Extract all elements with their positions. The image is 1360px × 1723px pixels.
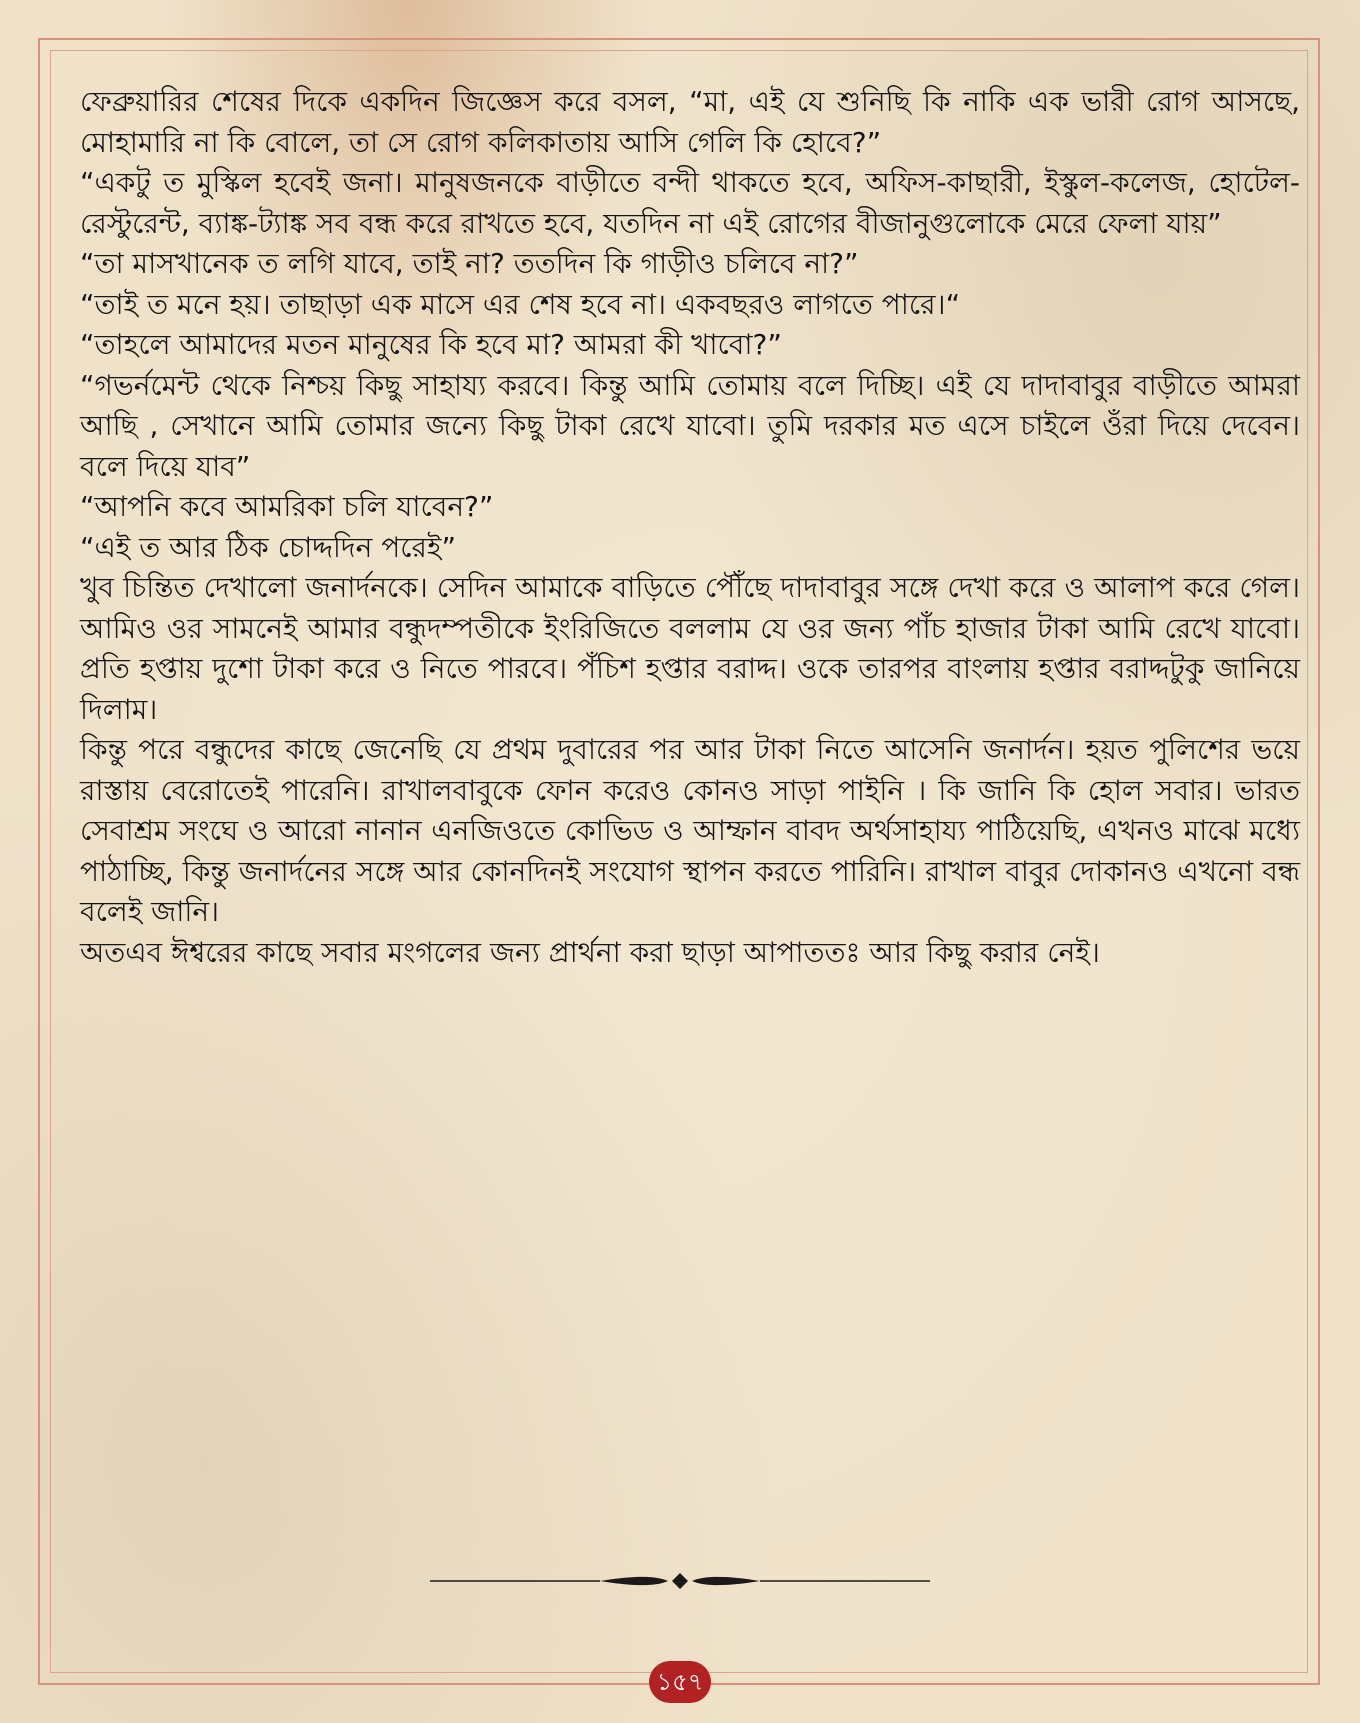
paragraph: অতএব ঈশ্বরের কাছে সবার মংগলের জন্য প্রার্থনা করা ছাড়া আপাততঃ আর কিছু করার নেই। xyxy=(80,935,1100,969)
paragraph: কিন্তু পরে বন্ধুদের কাছে জেনেছি যে প্রথম দুবারের পর আর টাকা নিতে আসেনি জনার্দন। হয়ত পুলিশের ভয়ে রাস্তায় বেরোতেই পারেনি। রাখালবাবুকে ফোন করেও কোনও সাড়া পাইনি । কি জানি কি হোল সবার। ভারত সেবাশ্রম সংঘে ও আরো নানান এনজিওতে কোভিড ও আম্ফান বাবদ অর্থসাহায্য পাঠিয়েছি, এখনও মাঝে মধ্যে পাঠাচ্ছি, কিন্তু জনার্দনের সঙ্গে আর কোনদিনই সংযোগ স্থাপন করতে পারিনি। রাখাল বাবুর দোকানও এখনো বন্ধ বলেই জানি। xyxy=(80,733,1300,928)
page-number: ১৫৭ xyxy=(649,1661,711,1703)
paragraph: “তাই ত মনে হয়। তাছাড়া এক মাসে এর শেষ হবে না। একবছরও লাগতে পারে।“ xyxy=(80,287,961,321)
paragraph: “তা মাসখানেক ত লগি যাবে, তাই না? ততদিন কি গাড়ীও চলিবে না?” xyxy=(80,247,859,280)
paragraph: “আপনি কবে আমরিকা চলি যাবেন?” xyxy=(80,490,494,523)
paragraph: “গভর্নমেন্ট থেকে নিশ্চয় কিছু সাহায্য করবে। কিন্তু আমি তোমায় বলে দিচ্ছি। এই যে দাদাবাবুর বাড়ীতে আমরা আছি , সেখানে আমি তোমার জন্যে কিছু টাকা রেখে যাবো। তুমি দরকার মত এসে চাইলে ওঁরা দিয়ে দেবেন। বলে দিয়ে যাব” xyxy=(80,368,1300,483)
body-text xyxy=(80,82,1300,973)
paragraph: “একটু ত মুস্কিল হবেই জনা। মানুষজনকে বাড়ীতে বন্দী থাকতে হবে, অফিস-কাছারী, ইস্কুল-কলেজ, হোটেল-রেস্টুরেন্ট, ব্যাঙ্ক-ট্যাঙ্ক সব বন্ধ করে রাখতে হবে, যতদিন না এই রোগের বীজানুগুলোকে মেরে ফেলা যায়” xyxy=(80,166,1300,240)
paragraph: ফেব্রুয়ারির শেষের দিকে একদিন জিজ্ঞেস করে বসল, “মা, এই যে শুনিছি কি নাকি এক ভারী রোগ আসছে, মোহামারি না কি বোলে, তা সে রোগ কলিকাতায় আসি গেলি কি হোবে?” xyxy=(80,85,1300,159)
paragraph: খুব চিন্তিত দেখালো জনার্দনকে। সেদিন আমাকে বাড়িতে পৌঁছে দাদাবাবুর সঙ্গে দেখা করে ও আলাপ করে গেল। আমিও ওর সামনেই আমার বন্ধুদম্পতীকে ইংরিজিতে বললাম যে ওর জন্য পাঁচ হাজার টাকা আমি রেখে যাবো। প্রতি হপ্তায় দুশো টাকা করে ও নিতে পারবে। পঁচিশ হপ্তার বরাদ্দ। ওকে তারপর বাংলায় হপ্তার বরাদ্দটুকু জানিয়ে দিলাম। xyxy=(80,571,1300,726)
flourish-divider-icon xyxy=(430,1566,930,1596)
paragraph: “তাহলে আমাদের মতন মানুষের কি হবে মা? আমরা কী খাবো?” xyxy=(80,328,782,361)
paragraph: “এই ত আর ঠিক চোদ্দদিন পরেই” xyxy=(80,530,456,564)
